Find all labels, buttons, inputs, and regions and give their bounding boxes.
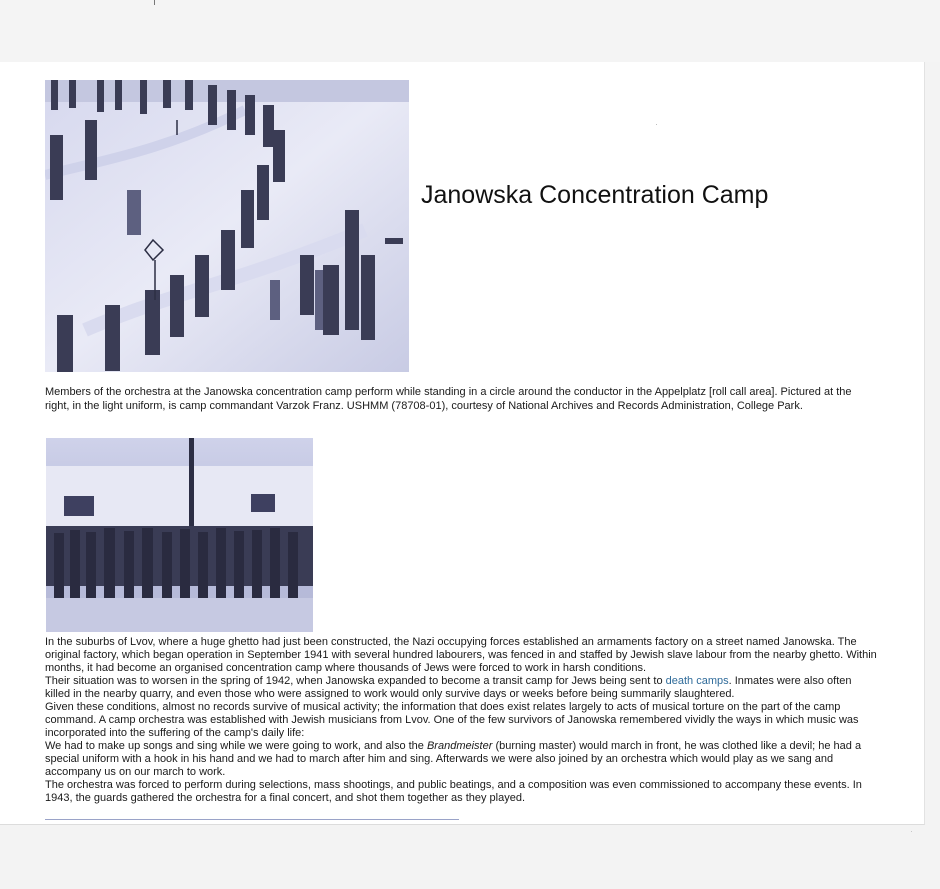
orchestra-line-photo (46, 438, 313, 632)
paragraph-transit-camp-text: Their situation was to worsen in the spring of 1942, when Janowska expanded to become a transit camp for Jews being sent to (45, 675, 666, 687)
death-camps-link[interactable]: death camps (665, 675, 729, 687)
survivor-quote (45, 740, 877, 779)
orchestra-circle-photo (45, 80, 409, 372)
survivor-quote-tail: (burning master) would march in front, he was clothed like a devil; he had a special uniform with a hook in his hand and we had to march after him and sing. Afterwards we were also joined by an orchestra which would play as we sang and accompany us on our march to work. (45, 740, 862, 778)
photo-caption: Members of the orchestra at the Janowska concentration camp perform while standing in a circle around the conductor in the Appelplatz [roll call area]. Pictured at the right, in the light uniform, is camp commandant Varzok Franz. USHMM (78708-01), courtesy of National Archives and Records Administration, College Park. (45, 386, 852, 412)
orchestra-circle-photo-graphic (45, 80, 409, 372)
article-body (45, 636, 877, 805)
paragraph-factory: In the suburbs of Lvov, where a huge ghetto had just been constructed, the Nazi occupying forces established an armaments factory on a street named Janowska. The original factory, which began operation in September 1941 with several hundred labourers, was fenced in and staffed by Jewish slave labour from the nearby ghetto. Within months, it had become an organised concentration camp where thousands of Jews were forced to work in harsh conditions. (45, 636, 877, 674)
scan-tick-mark (154, 0, 155, 5)
footer-rule (45, 819, 459, 820)
paragraph-transit-camp-tail: . Inmates were also often killed in the nearby quarry, and even those who were assigned to work would only survive days or weeks before being summarily slaughtered. (45, 675, 852, 700)
scan-speck: · (655, 119, 658, 129)
orchestra-line-photo-graphic (46, 438, 313, 632)
paragraph-orchestra: Given these conditions, almost no records survive of musical activity; the information that does exist relates largely to acts of musical torture on the part of the camp command. A camp orchestra was established with Jewish musicians from Lvov. One of the few survivors of Janowska remembered vividly the ways in which music was incorporated into the suffering of the camp's daily life: (45, 701, 859, 739)
paragraph-final-concert: The orchestra was forced to perform during selections, mass shootings, and public beatings, and a composition was even commissioned to accompany these events. In 1943, the guards gathered the orchestra for a final concert, and shot them together as they played. (45, 779, 862, 804)
scan-speck-corner: · (910, 826, 913, 836)
survivor-quote-text: We had to make up songs and sing while we were going to work, and also the (45, 740, 427, 752)
paragraph-transit-camp (45, 675, 877, 701)
scan-background (0, 0, 940, 62)
brandmeister-term: Brandmeister (426, 740, 493, 752)
page-title: Janowska Concentration Camp (421, 181, 769, 209)
